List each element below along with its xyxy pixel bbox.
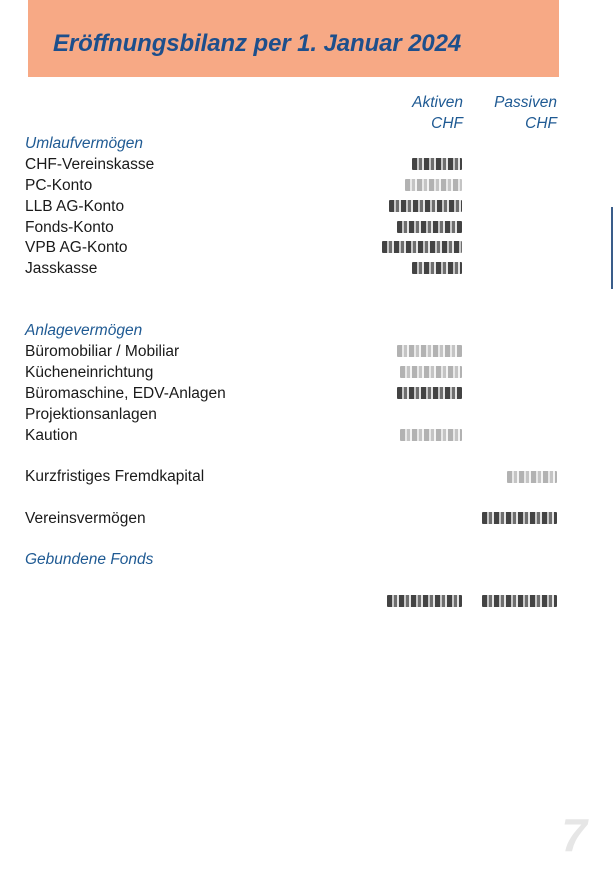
page-number: 7 <box>561 809 587 861</box>
row-bueromobiliar: Büromobiliar / Mobiliar <box>25 343 180 360</box>
title-banner <box>28 0 559 77</box>
redacted-value <box>412 262 462 274</box>
row-bueromaschine: Büromaschine, EDV-Anlagen <box>25 385 226 402</box>
row-fonds-konto: Fonds-Konto <box>25 219 114 236</box>
column-header-aktiven <box>412 92 463 134</box>
redacted-value <box>397 345 462 357</box>
row-llb-konto: LLB AG-Konto <box>25 198 125 215</box>
row-pc-konto: PC-Konto <box>25 177 93 194</box>
row-kurzfristiges-fremdkapital: Kurzfristiges Fremdkapital <box>25 468 205 485</box>
redacted-value <box>412 158 462 170</box>
redacted-value <box>397 221 462 233</box>
aktiven-label: Aktiven <box>412 94 463 111</box>
row-vereinsvermoegen: Vereinsvermögen <box>25 510 146 527</box>
row-chf-vereinskasse: CHF-Vereinskasse <box>25 156 155 173</box>
redacted-value <box>405 179 462 191</box>
redacted-total-aktiven <box>387 595 462 607</box>
redacted-total-passiven <box>482 595 557 607</box>
row-vpb-konto: VPB AG-Konto <box>25 239 128 256</box>
redacted-value <box>507 471 557 483</box>
redacted-value <box>400 366 462 378</box>
aktiven-currency: CHF <box>431 115 463 132</box>
passiven-label: Passiven <box>494 94 557 111</box>
redacted-value <box>382 241 462 253</box>
row-kuecheneinrichtung: Kücheneinrichtung <box>25 364 154 381</box>
section-umlaufvermoegen: Umlaufvermögen <box>25 135 144 152</box>
passiven-currency: CHF <box>525 115 557 132</box>
redacted-value <box>397 387 462 399</box>
column-header-passiven <box>494 92 557 134</box>
row-kaution: Kaution <box>25 427 78 444</box>
redacted-value <box>482 512 557 524</box>
row-projektionsanlagen: Projektionsanlagen <box>25 406 157 423</box>
section-gebundene-fonds: Gebundene Fonds <box>25 551 154 568</box>
row-jasskasse: Jasskasse <box>25 260 98 277</box>
redacted-value <box>389 200 462 212</box>
page-title: Eröffnungsbilanz per 1. Januar 2024 <box>53 30 462 57</box>
section-anlagevermoegen: Anlagevermögen <box>25 322 143 339</box>
redacted-value <box>400 429 462 441</box>
